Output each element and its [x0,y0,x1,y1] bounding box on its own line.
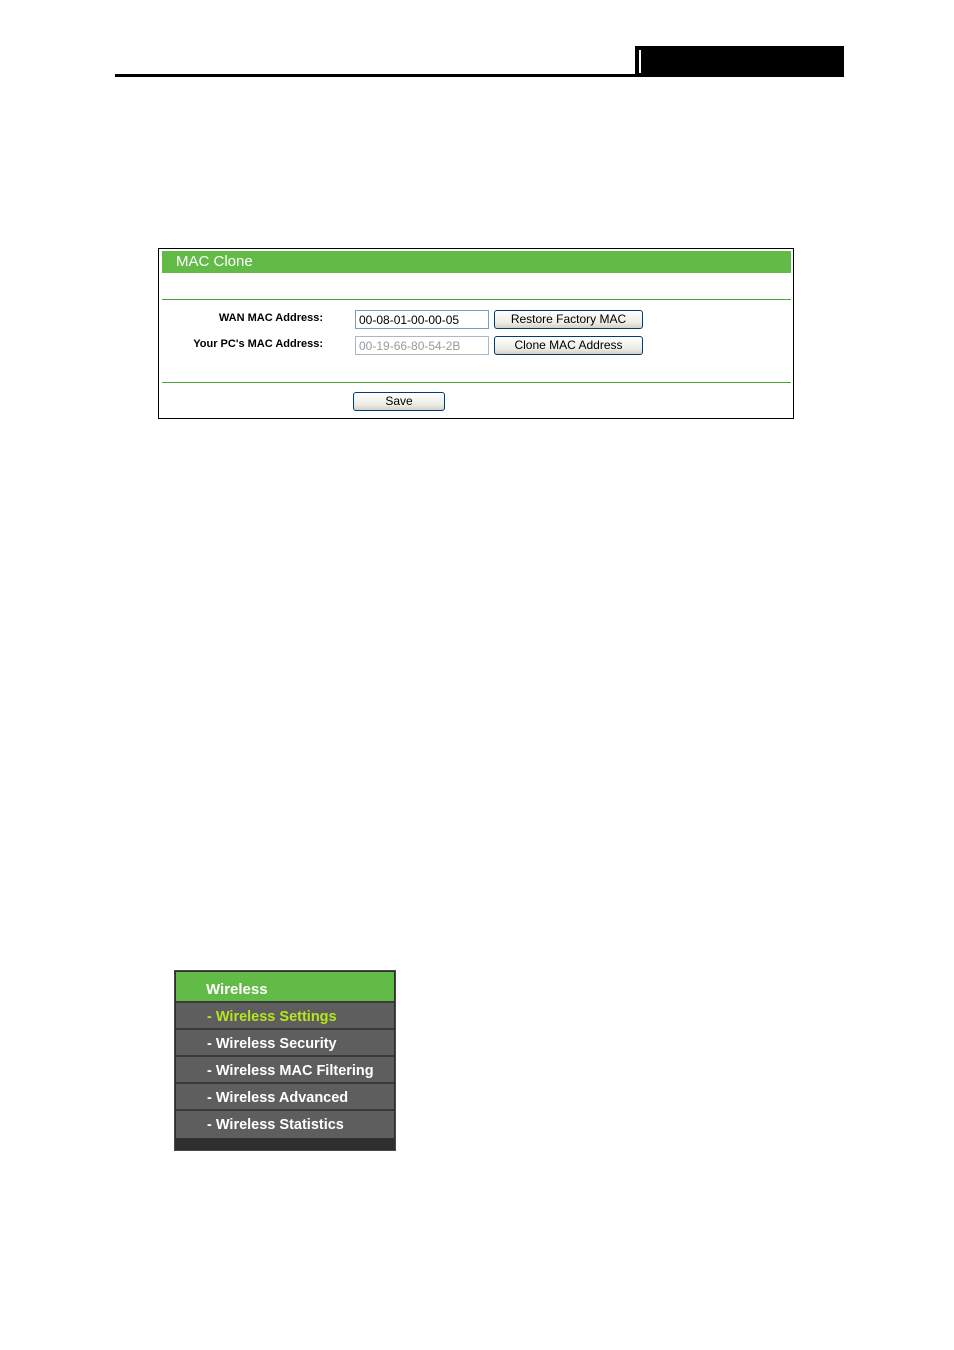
save-button[interactable]: Save [353,392,445,411]
clone-mac-address-button[interactable]: Clone MAC Address [494,336,643,355]
menu-item-wireless-settings[interactable]: - Wireless Settings [176,1003,394,1030]
restore-factory-mac-button[interactable]: Restore Factory MAC [494,310,643,329]
header-rule [115,74,635,77]
pc-mac-label: Your PC's MAC Address: [193,338,323,350]
panel-title: MAC Clone [162,251,791,273]
menu-item-wireless-mac-filtering[interactable]: - Wireless MAC Filtering [176,1057,394,1084]
wan-mac-input[interactable] [355,310,489,329]
pc-mac-input [355,336,489,355]
menu-item-wireless-statistics[interactable]: - Wireless Statistics [176,1111,394,1138]
wan-mac-label: WAN MAC Address: [218,312,323,324]
wireless-menu [174,970,396,1151]
menu-item-wireless-security[interactable]: - Wireless Security [176,1030,394,1057]
menu-header-wireless[interactable]: Wireless [176,972,394,1003]
panel-top-rule [162,299,791,300]
panel-bottom-rule [162,382,791,383]
header-block [635,46,844,77]
header-block-separator [639,50,641,73]
menu-item-wireless-advanced[interactable]: - Wireless Advanced [176,1084,394,1111]
mac-clone-panel [158,248,794,419]
